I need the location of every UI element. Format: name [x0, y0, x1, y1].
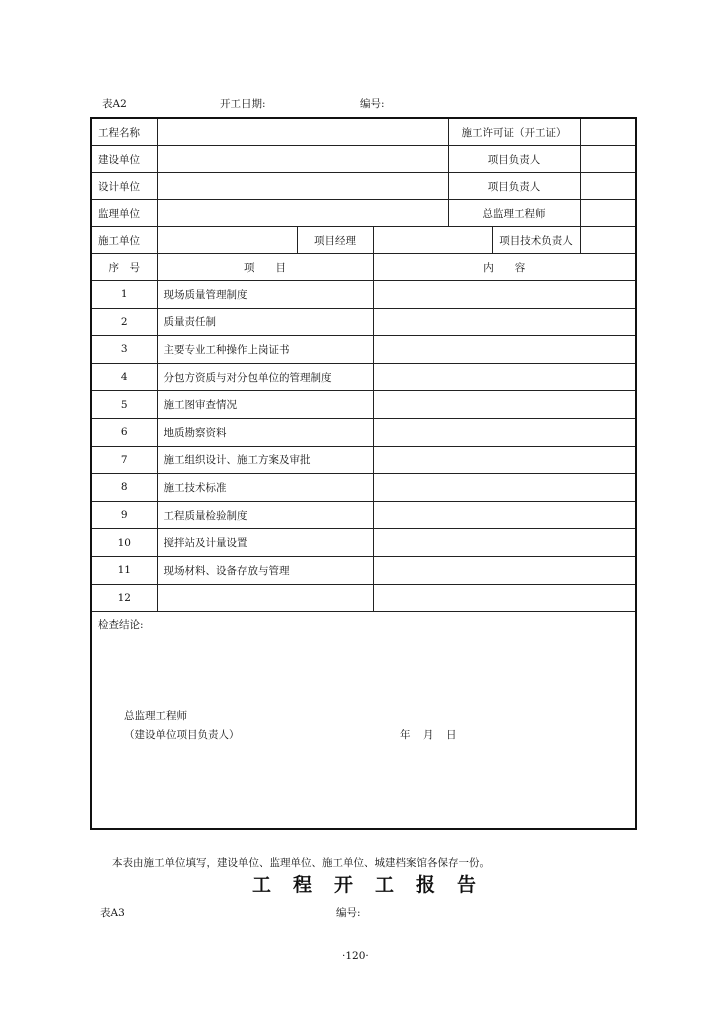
chief-engineer-value[interactable] — [580, 200, 636, 227]
table-row — [91, 363, 636, 391]
form-code: 表A2 — [102, 98, 127, 110]
item-content[interactable] — [373, 446, 636, 474]
item-name: 现场质量管理制度 — [157, 281, 373, 309]
item-content[interactable] — [373, 308, 636, 336]
conclusion-row — [91, 612, 636, 830]
item-content[interactable] — [373, 501, 636, 529]
item-name: 施工技术标准 — [157, 474, 373, 502]
design-manager-value[interactable] — [580, 173, 636, 200]
contractor-value[interactable] — [157, 227, 297, 254]
design-label: 设计单位 — [91, 173, 157, 200]
footnote: 本表由施工单位填写，建设单位、监理单位、施工单位、城建档案馆各保存一份。 — [112, 857, 490, 869]
table-row — [91, 501, 636, 529]
project-name-label: 工程名称 — [91, 118, 157, 146]
table-row — [91, 308, 636, 336]
table-row — [91, 281, 636, 309]
table-row — [91, 529, 636, 557]
item-content[interactable] — [373, 529, 636, 557]
item-no: 3 — [91, 336, 157, 364]
project-name-row — [91, 118, 636, 146]
col-content-header: 内 容 — [373, 254, 636, 281]
item-name: 搅拌站及计量设置 — [157, 529, 373, 557]
contractor-row — [91, 227, 636, 254]
item-no: 10 — [91, 529, 157, 557]
item-no: 8 — [91, 474, 157, 502]
design-manager-label: 项目负责人 — [448, 173, 580, 200]
table-row — [91, 474, 636, 502]
item-content[interactable] — [373, 474, 636, 502]
item-name: 主要专业工种操作上岗证书 — [157, 336, 373, 364]
tech-lead-label: 项目技术负责人 — [492, 227, 580, 254]
item-name: 现场材料、设备存放与管理 — [157, 556, 373, 584]
design-row — [91, 173, 636, 200]
item-no: 7 — [91, 446, 157, 474]
supervision-row — [91, 200, 636, 227]
chief-engineer-label: 总监理工程师 — [448, 200, 580, 227]
chief-engineer-signature: 总监理工程师 — [124, 710, 187, 723]
item-no: 11 — [91, 556, 157, 584]
permit-label: 施工许可证（开工证） — [448, 118, 580, 146]
client-manager-value[interactable] — [580, 146, 636, 173]
client-row — [91, 146, 636, 173]
pm-value[interactable] — [373, 227, 492, 254]
conclusion-cell[interactable] — [91, 612, 636, 830]
item-no: 4 — [91, 363, 157, 391]
project-name-value[interactable] — [157, 118, 448, 146]
table-row — [91, 336, 636, 364]
table-row — [91, 584, 636, 612]
item-no: 5 — [91, 391, 157, 419]
tech-lead-value[interactable] — [580, 227, 636, 254]
item-content[interactable] — [373, 556, 636, 584]
item-name: 质量责任制 — [157, 308, 373, 336]
next-form-number-label: 编号: — [336, 907, 361, 919]
item-content[interactable] — [373, 418, 636, 446]
next-form-title: 工程开工报告 — [252, 874, 499, 896]
item-name: 施工图审查情况 — [157, 391, 373, 419]
table-row — [91, 446, 636, 474]
item-name: 工程质量检验制度 — [157, 501, 373, 529]
design-value[interactable] — [157, 173, 448, 200]
item-no: 9 — [91, 501, 157, 529]
start-date-label: 开工日期: — [220, 98, 266, 110]
item-no: 1 — [91, 281, 157, 309]
table-row — [91, 391, 636, 419]
column-header-row — [91, 254, 636, 281]
item-content[interactable] — [373, 336, 636, 364]
table-row — [91, 556, 636, 584]
pm-label: 项目经理 — [297, 227, 373, 254]
next-form-code: 表A3 — [100, 907, 125, 919]
item-content[interactable] — [373, 391, 636, 419]
item-no: 12 — [91, 584, 157, 612]
item-content[interactable] — [373, 363, 636, 391]
client-manager-signature: （建设单位项目负责人） — [124, 729, 240, 742]
item-name — [157, 584, 373, 612]
item-no: 6 — [91, 418, 157, 446]
item-name: 地质勘察资料 — [157, 418, 373, 446]
permit-value[interactable] — [580, 118, 636, 146]
contractor-label: 施工单位 — [91, 227, 157, 254]
number-label: 编号: — [360, 98, 385, 110]
supervision-value[interactable] — [157, 200, 448, 227]
client-value[interactable] — [157, 146, 448, 173]
client-manager-label: 项目负责人 — [448, 146, 580, 173]
supervision-label: 监理单位 — [91, 200, 157, 227]
conclusion-date: 年 月 日 — [400, 729, 458, 742]
item-name: 分包方资质与对分包单位的管理制度 — [157, 363, 373, 391]
client-label: 建设单位 — [91, 146, 157, 173]
quality-management-check-form — [90, 117, 637, 830]
table-row — [91, 418, 636, 446]
col-no-header: 序 号 — [91, 254, 157, 281]
page-number: ·120· — [342, 950, 369, 962]
conclusion-label: 检查结论: — [98, 619, 144, 632]
item-content[interactable] — [373, 281, 636, 309]
item-no: 2 — [91, 308, 157, 336]
item-name: 施工组织设计、施工方案及审批 — [157, 446, 373, 474]
col-item-header: 项 目 — [157, 254, 373, 281]
item-content[interactable] — [373, 584, 636, 612]
